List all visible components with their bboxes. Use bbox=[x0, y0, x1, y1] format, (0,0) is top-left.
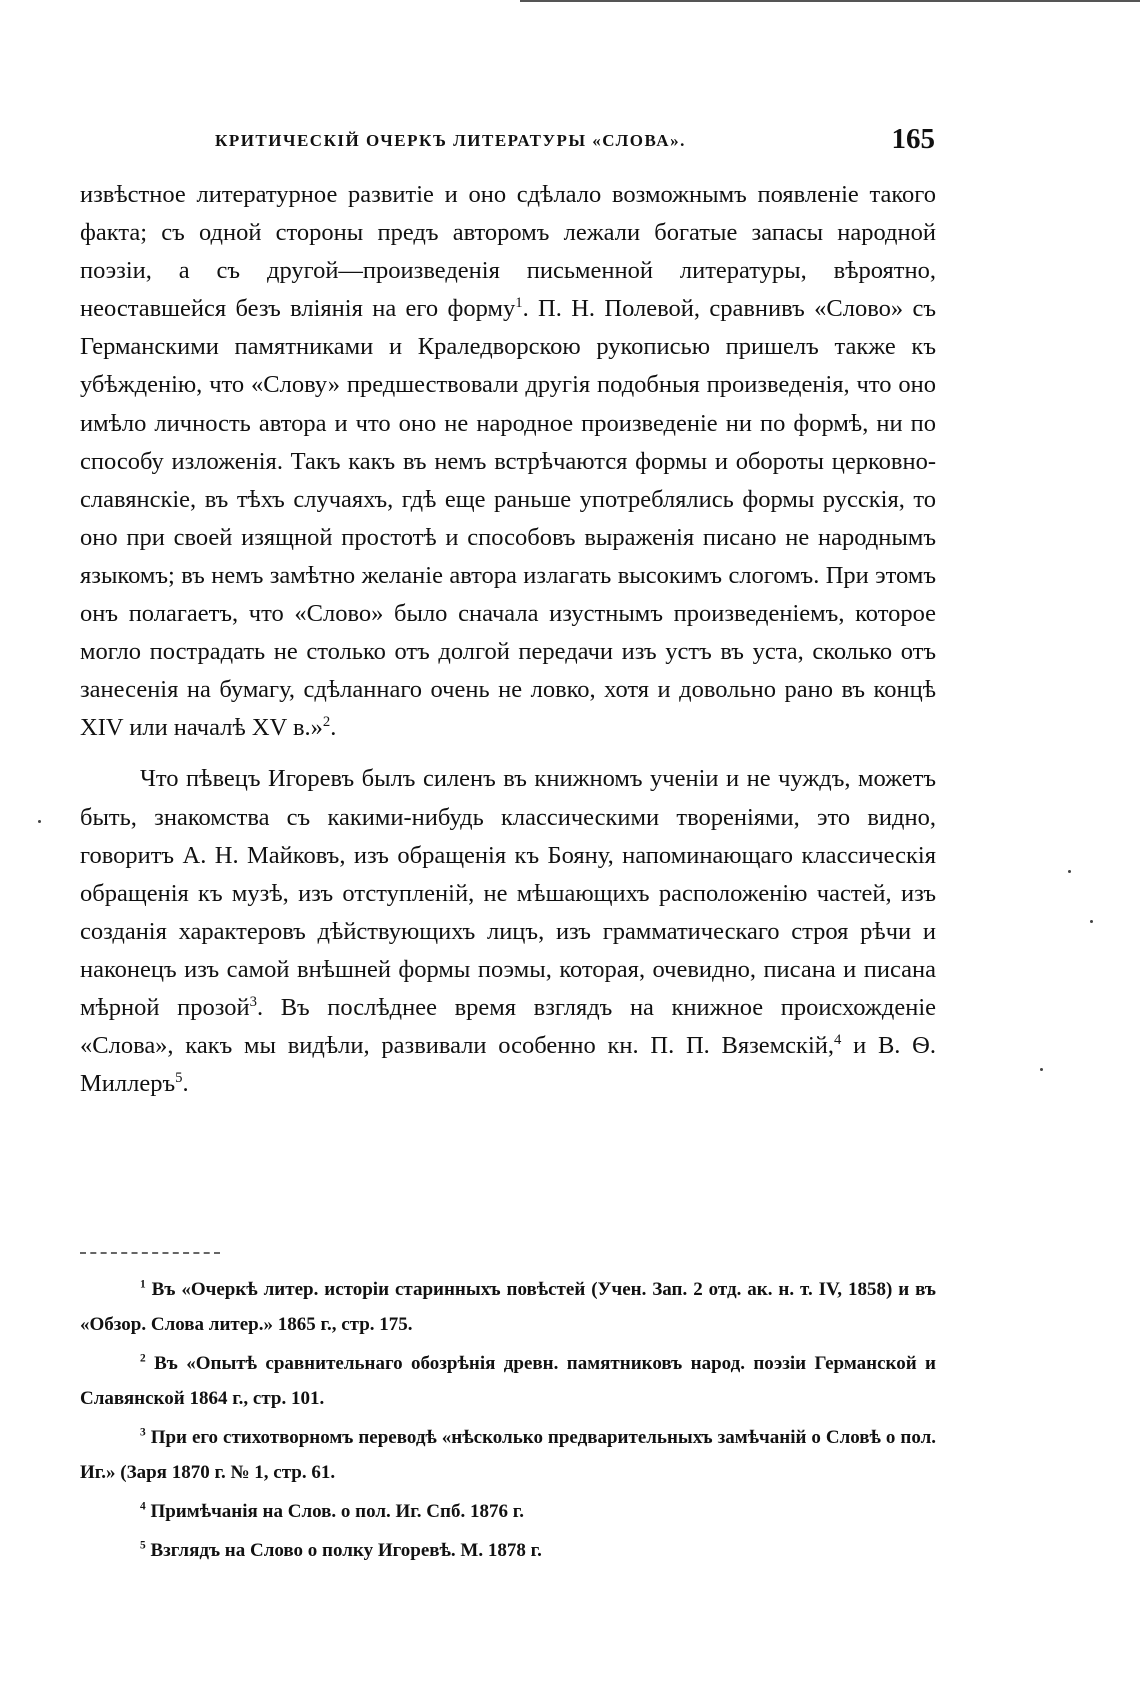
print-speck bbox=[1040, 1068, 1043, 1071]
paragraph-2-text-b: . Въ послѣднее время взглядъ на книжное происхожденіе «Слова», какъ мы видѣли, развивали особенно кн. П. П. Вяземскій, bbox=[80, 993, 936, 1060]
print-speck bbox=[1090, 920, 1093, 923]
footnote-1 bbox=[80, 1272, 936, 1342]
footnote-number: 5 bbox=[140, 1539, 146, 1552]
footnote-3 bbox=[80, 1420, 936, 1490]
footnote-ref-3: 3 bbox=[249, 993, 257, 1010]
paragraph-1-text-c: . bbox=[330, 714, 337, 742]
paragraph-2 bbox=[80, 760, 936, 1103]
footnote-number: 1 bbox=[140, 1278, 146, 1291]
paragraph-1-text-b: . П. Н. Полевой, сравнивъ «Слово» съ Германскими памятниками и Краледворскою рукописью пришелъ также къ убѣжденію, что «Слову» предшествовали другія подобныя произведенія, что оно имѣло личность автора и что оно не народное произведеніе ни по формѣ, ни по способу изложенія. Такъ какъ въ немъ встрѣчаются формы и обороты церковно-славянскіе, въ тѣхъ случаяхъ, гдѣ еще раньше употреблялись формы русскія, то оно при своей изящной простотѣ и способовъ выраженія писано не народнымъ языкомъ; въ немъ замѣтно желаніе автора излагать высокимъ слогомъ. При этомъ онъ полагаетъ, что «Слово» было сначала изустнымъ произведеніемъ, которое могло пострадать не столько отъ долгой передачи изъ устъ въ уста, сколько отъ занесенія на бумагу, сдѣланнаго очень не ловко, хотя и довольно рано въ концѣ XIV или началѣ XV в.» bbox=[80, 295, 937, 742]
paragraph-2-text-a: Что пѣвецъ Игоревъ былъ силенъ въ книжномъ ученіи и не чуждъ, можетъ быть, знакомства съ какими-нибудь классическими твореніями, это видно, говоритъ А. Н. Майковъ, изъ обращенія къ Бояну, напоминающаго классическія обращенія къ музѣ, изъ отступленій, не мѣшающихъ расположенію частей, изъ созданія характеровъ дѣйствующихъ лицъ, изъ грамматическаго строя рѣчи и наконецъ изъ самой внѣшней формы поэмы, которая, очевидно, писана и писана мѣрной прозой bbox=[80, 765, 936, 1021]
footnote-text: При его стихотворномъ переводѣ «нѣсколько предварительныхъ замѣчаній о Словѣ о пол. Иг.» (Заря 1870 г. № 1, стр. 61. bbox=[80, 1427, 937, 1483]
print-speck bbox=[1068, 870, 1071, 873]
footnote-ref-2: 2 bbox=[322, 714, 331, 731]
footnote-text: Въ «Очеркѣ литер. исторіи старинныхъ повѣстей (Учен. Зап. 2 отд. ак. н. т. IV, 1858) и въ «Обзор. Слова литер.» 1865 г., стр. 175. bbox=[80, 1279, 937, 1335]
footnote-number: 4 bbox=[140, 1500, 146, 1513]
footnote-ref-5: 5 bbox=[175, 1070, 183, 1086]
page-header bbox=[215, 123, 935, 157]
footnote-text: Взглядъ на Слово о полку Игоревѣ. М. 1878 г. bbox=[150, 1540, 542, 1561]
footnote-4 bbox=[80, 1494, 936, 1529]
footnote-separator bbox=[80, 1252, 220, 1254]
footnote-ref-1: 1 bbox=[515, 295, 523, 312]
paragraph-2-text-d: . bbox=[182, 1070, 189, 1098]
footnote-5 bbox=[80, 1533, 936, 1568]
footnote-ref-4: 4 bbox=[834, 1031, 842, 1048]
paragraph-2-text-c: и В. Ѳ. Миллеръ bbox=[80, 1032, 936, 1098]
paragraph-1 bbox=[80, 176, 936, 747]
top-edge-rule bbox=[520, 0, 1140, 2]
footnote-text: Въ «Опытѣ сравнительнаго обозрѣнія древн. памятниковъ народ. поэзіи Германской и Славянской 1864 г., стр. 101. bbox=[80, 1353, 937, 1409]
footnotes bbox=[80, 1272, 936, 1572]
running-title: КРИТИЧЕСКІЙ ОЧЕРКЪ ЛИТЕРАТУРЫ «СЛОВА». bbox=[215, 131, 686, 150]
print-speck bbox=[38, 820, 41, 823]
footnote-text: Примѣчанія на Слов. о пол. Иг. Спб. 1876 г. bbox=[150, 1501, 524, 1522]
paragraph-1-text-a: извѣстное литературное развитіе и оно сдѣлало возможнымъ появленіе такого факта; съ одной стороны предъ авторомъ лежали богатые запасы народной поэзіи, а съ другой—произведенія письменной литературы, вѣроятно, неоставшейся безъ вліянія на его форму bbox=[80, 181, 936, 323]
footnote-number: 3 bbox=[140, 1426, 146, 1439]
body-text bbox=[80, 176, 936, 1103]
page-number: 165 bbox=[891, 123, 935, 155]
footnote-number: 2 bbox=[140, 1352, 146, 1365]
footnote-2 bbox=[80, 1346, 936, 1416]
